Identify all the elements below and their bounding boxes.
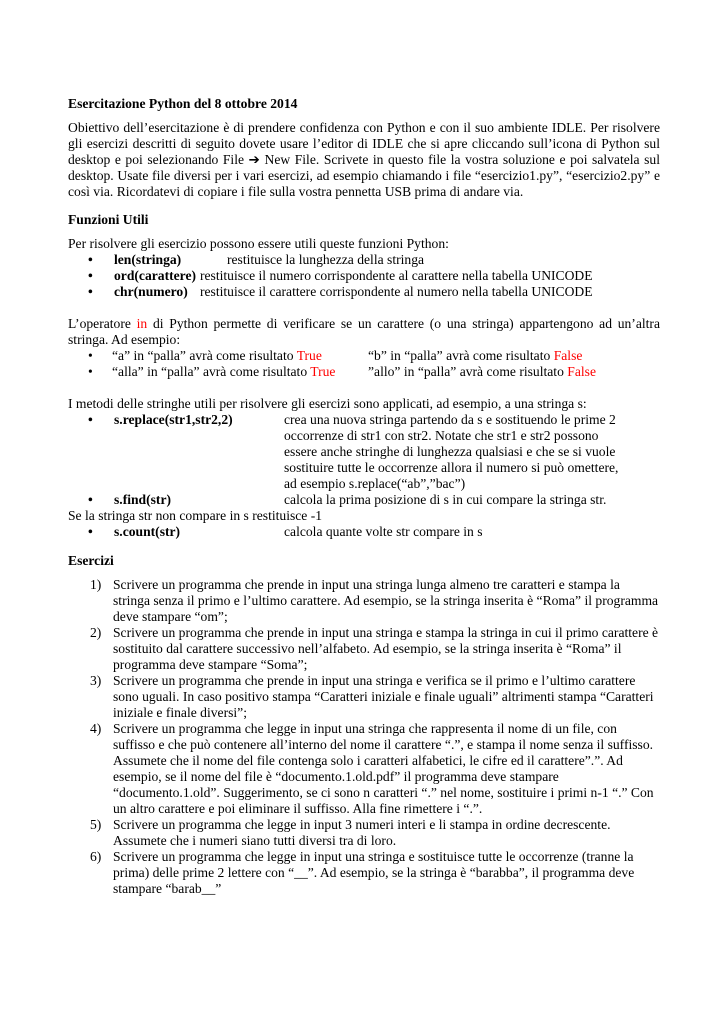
result-false: False: [553, 348, 583, 363]
function-name: ord(carattere): [114, 268, 197, 283]
function-desc: restituisce la lunghezza della stringa: [227, 252, 425, 267]
in-example-row: • “a” in “palla” avrà come risultato True “b” in “palla” avrà come risultato False: [68, 348, 660, 364]
method-item-count: [68, 524, 660, 540]
exercise-item: 2) Scrivere un programma che prende in input una stringa e stampa la stringa in cui il primo carattere è sostituito dal carattere successivo nell’alfabeto. Ad esempio, se la stringa inserita è “Roma” il programma deve stampare “Soma”;: [90, 625, 659, 672]
result-false: False: [567, 364, 596, 379]
method-desc: crea una nuova stringa partendo da s e sostituendo le prime 2 occorrenze di str1 con str2. Notate che str1 e str2 possono essere anche stringhe di lunghezza qualsiasi e che se si vuole sostituire tutte le occorrenze allora il numero si può omettere, ad esempio s.replace(“ab”,”bac”): [284, 412, 619, 491]
function-desc: restituisce il numero corrispondente al carattere nella tabella UNICODE: [200, 268, 593, 283]
section-heading-esercizi: Esercizi: [68, 553, 114, 568]
exercise-list: [68, 577, 660, 897]
method-name: • s.find(str): [114, 492, 172, 507]
section-heading-funzioni: Funzioni Utili: [68, 212, 149, 227]
function-item: [68, 284, 660, 300]
method-name: • s.replace(str1,str2,2): [114, 412, 233, 427]
function-item: [68, 268, 660, 284]
metodi-lead: I metodi delle stringhe utili per risolvere gli esercizi sono applicati, ad esempio, a una stringa s:: [68, 396, 587, 411]
in-example-row: • “alla” in “palla” avrà come risultato True ”allo” in “palla” avrà come risultato False: [68, 364, 660, 380]
result-true: True: [310, 364, 336, 379]
intro-paragraph: Obiettivo dell’esercitazione è di prendere confidenza con Python e con il suo ambiente IDLE. Per risolvere gli esercizi descritti di seguito dovete usare l’editor di IDLE che si apre cliccando sull’icona di Python sul desktop e poi selezionando File ➔ New File. Scrivete in questo file la vostra soluzione e poi salvatela sul desktop. Usate file diversi per i vari esercizi, ad esempio chiamando i file “esercizio1.py”, “esercizio2.py” e così via. Ricordatevi di copiare i file sulla vostra pennetta USB prima di andare via.: [68, 120, 660, 199]
method-desc: calcola la prima posizione di s in cui compare la stringa str.: [284, 492, 607, 507]
exercise-item: 6) Scrivere un programma che legge in input una stringa e sostituisce tutte le occorrenze (tranne la prima) delle prime 2 lettere con “__”. Ad esempio, se la stringa è “barabba”, il programma deve stampare “barab__”: [90, 849, 635, 896]
function-name: len(stringa): [114, 252, 182, 267]
exercise-item: 1) Scrivere un programma che prende in input una stringa lunga almeno tre caratteri e stampa la stringa senza il primo e l’ultimo carattere. Ad esempio, se la stringa inserita è “Roma” il programma deve stampare “om”;: [90, 577, 659, 624]
method-item-find: [68, 492, 660, 508]
operatore-paragraph: L’operatore in di Python permette di verificare se un carattere (o una stringa) appartengono ad un’altra stringa. Ad esempio:: [68, 316, 660, 347]
keyword-in: in: [136, 316, 148, 331]
exercise-item: 5) Scrivere un programma che legge in input 3 numeri interi e li stampa in ordine decrescente. Assumete che i numeri siano tutti diversi tra di loro.: [90, 817, 611, 848]
functions-list: [68, 252, 660, 300]
function-item: [68, 252, 660, 268]
find-note: Se la stringa str non compare in s restituisce -1: [68, 508, 323, 523]
document-title: Esercitazione Python del 8 ottobre 2014: [68, 96, 298, 111]
function-name: chr(numero): [114, 284, 188, 299]
document-page: [68, 96, 660, 897]
exercise-item: 3) Scrivere un programma che prende in input una stringa e verifica se il primo e l’ultimo carattere sono uguali. In caso positivo stampa “Caratteri iniziale e finale uguali” altrimenti stampa “Caratteri iniziale e finale diversi”;: [90, 673, 654, 720]
method-item-replace: [68, 412, 660, 492]
result-true: True: [296, 348, 322, 363]
method-desc: calcola quante volte str compare in s: [284, 524, 483, 539]
method-name: • s.count(str): [114, 524, 181, 539]
funzioni-lead: Per risolvere gli esercizio possono essere utili queste funzioni Python:: [68, 236, 449, 251]
function-desc: restituisce il carattere corrispondente al numero nella tabella UNICODE: [200, 284, 593, 299]
exercise-item: 4) Scrivere un programma che legge in input una stringa che rappresenta il nome di un file, con suffisso e che può contenere all’interno del nome il carattere “.”, e stampa il nome senza il suffisso. Assumete che il nome del file contenga solo i caratteri alfabetici, le cifre ed il carattere”.”. Ad esempio, se il nome del file è “documento.1.old.pdf” il programma deve stampare “documento.1.old”. Suggerimento, se ci sono n caratteri “.” nel nome, sostituire i primi n-1 “.” Con un altro carattere e poi eliminare il suffisso. Alla fine rimettere i “.”.: [90, 721, 654, 816]
